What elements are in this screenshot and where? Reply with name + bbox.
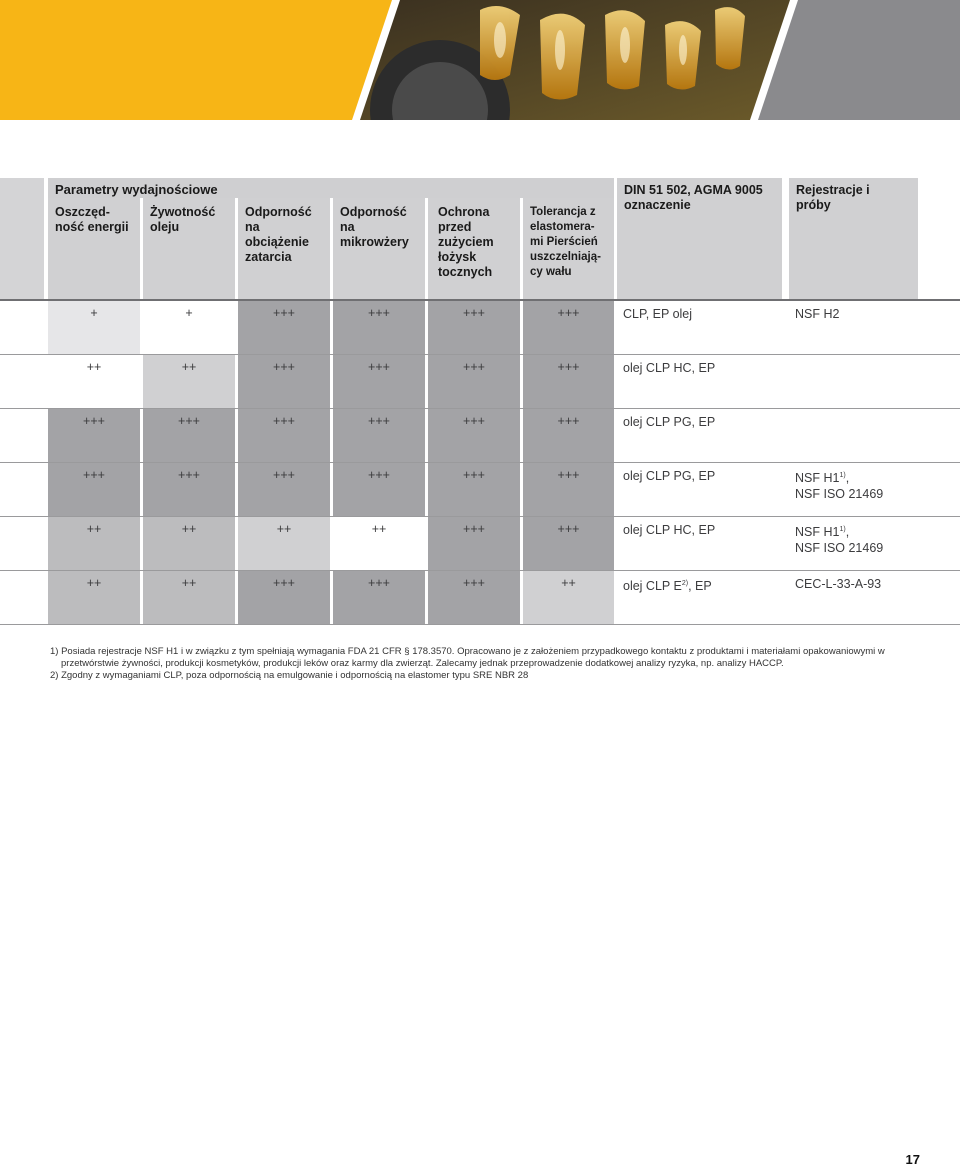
col-header-micropitting: Odporność na mikrowżery (333, 198, 425, 300)
rating-cell: +++ (333, 462, 425, 516)
footnote-1-line-1: 1) Posiada rejestracje NSF H1 i w związku z tym spełniają wymagania FDA 21 CFR § 178.3570. Opracowano je z założeniem przypadkowego kontaktu z produktami i materiałami opakowaniowymi w (50, 646, 885, 657)
rating-cell: +++ (523, 354, 614, 408)
rating-cell: +++ (523, 462, 614, 516)
din-cell: CLP, EP olej (623, 307, 693, 321)
rating-cell: +++ (428, 570, 520, 624)
rating-cell: ++ (48, 570, 140, 624)
table-row (0, 516, 960, 570)
left-stub (0, 178, 44, 300)
rating-cell: +++ (333, 300, 425, 354)
din-text: olej CLP E (623, 579, 682, 594)
footnote-ref: 1) (839, 526, 846, 533)
rating-cell: ++ (523, 570, 614, 624)
rating-cell: +++ (428, 462, 520, 516)
registration-cell (786, 462, 956, 516)
table-row (0, 354, 960, 408)
footnotes (50, 646, 910, 682)
rating-cell: +++ (428, 300, 520, 354)
table-row (0, 408, 960, 462)
registration-name: NSF ISO 21469 (795, 541, 884, 556)
col-header-elastomer: Tolerancja z elastomera- mi Pierścień uszczelniają- cy wału (523, 198, 614, 300)
row-divider (0, 354, 960, 355)
rating-cell: +++ (333, 408, 425, 462)
footnote-2: 2) Zgodny z wymaganiami CLP, poza odpornością na emulgowanie i odpornością na elastomer typu SRE NBR 28 (50, 670, 529, 681)
rating-cell: +++ (333, 570, 425, 624)
col-header-registrations: Rejestracje i próby (789, 178, 918, 300)
col-header-energy: Oszczęd- ność energii (48, 198, 140, 300)
rating-cell: +++ (238, 408, 330, 462)
table-bottom-line (0, 624, 960, 625)
rating-cell: +++ (428, 516, 520, 570)
row-divider (0, 462, 960, 463)
row-divider (0, 516, 960, 517)
rating-cell: +++ (238, 462, 330, 516)
rating-cell: +++ (428, 354, 520, 408)
rating-cell: +++ (523, 516, 614, 570)
registration-comma: , (845, 525, 850, 540)
header-banner (0, 0, 960, 120)
registration-comma: , (845, 471, 850, 486)
rating-cell: ++ (333, 516, 425, 570)
row-divider (0, 570, 960, 571)
rating-cell: ++ (143, 570, 235, 624)
group-title: Parametry wydajnościowe (55, 182, 218, 197)
rating-cell: +++ (238, 300, 330, 354)
table-header (0, 178, 960, 300)
rating-cell: ++ (143, 354, 235, 408)
rating-cell: +++ (143, 408, 235, 462)
rating-cell: +++ (428, 408, 520, 462)
rating-cell: ++ (48, 354, 140, 408)
row-divider (0, 408, 960, 409)
table-row (0, 462, 960, 516)
page-number: 17 (905, 1152, 920, 1167)
rating-cell: ++ (238, 516, 330, 570)
col-header-scuffing: Odporność na obciążenie zatarcia (238, 198, 330, 300)
registration-name: NSF H1 (795, 525, 840, 540)
rating-cell: ++ (48, 516, 140, 570)
table-row (0, 570, 960, 624)
registration-name: NSF H1 (795, 471, 840, 486)
din-cell: olej CLP PG, EP (623, 415, 716, 429)
registration-cell: NSF H2 (795, 307, 840, 321)
din-cell: olej CLP HC, EP (623, 361, 716, 375)
col-header-din: DIN 51 502, AGMA 9005 oznaczenie (617, 178, 782, 300)
rating-cell: + (48, 300, 140, 354)
registration-name: NSF ISO 21469 (795, 487, 884, 502)
registration-cell: CEC-L-33-A-93 (795, 577, 882, 591)
row-divider (0, 299, 960, 301)
din-cell: olej CLP HC, EP (623, 523, 716, 537)
rating-cell: ++ (143, 516, 235, 570)
din-cell (614, 570, 784, 624)
footnote-ref: 2) (681, 580, 689, 587)
rating-cell: +++ (238, 354, 330, 408)
rating-cell: +++ (143, 462, 235, 516)
footnote-ref: 1) (839, 472, 846, 479)
rating-cell: +++ (333, 354, 425, 408)
footnote-1-line-2: przetwórstwie żywności, produkcji kosmetyków, produkcji leków oraz karmy dla zwierząt. Zalecamy jednak przeprowadzenie dodatkowej analizy ryzyka, np. analizy HACCP. (61, 658, 784, 669)
din-cell: olej CLP PG, EP (623, 469, 716, 483)
rating-cell: + (143, 300, 235, 354)
table-row (0, 300, 960, 354)
rating-cell: +++ (48, 408, 140, 462)
rating-cell: +++ (238, 570, 330, 624)
rating-cell: +++ (523, 300, 614, 354)
col-header-oil-life: Żywotność oleju (143, 198, 235, 300)
rating-cell: +++ (523, 408, 614, 462)
din-text-suffix: , EP (688, 579, 712, 594)
col-header-bearing-wear: Ochrona przed zużyciem łożysk tocznych (428, 198, 520, 300)
rating-cell: +++ (48, 462, 140, 516)
registration-cell (786, 516, 956, 570)
gear-oil-photo (0, 0, 960, 120)
